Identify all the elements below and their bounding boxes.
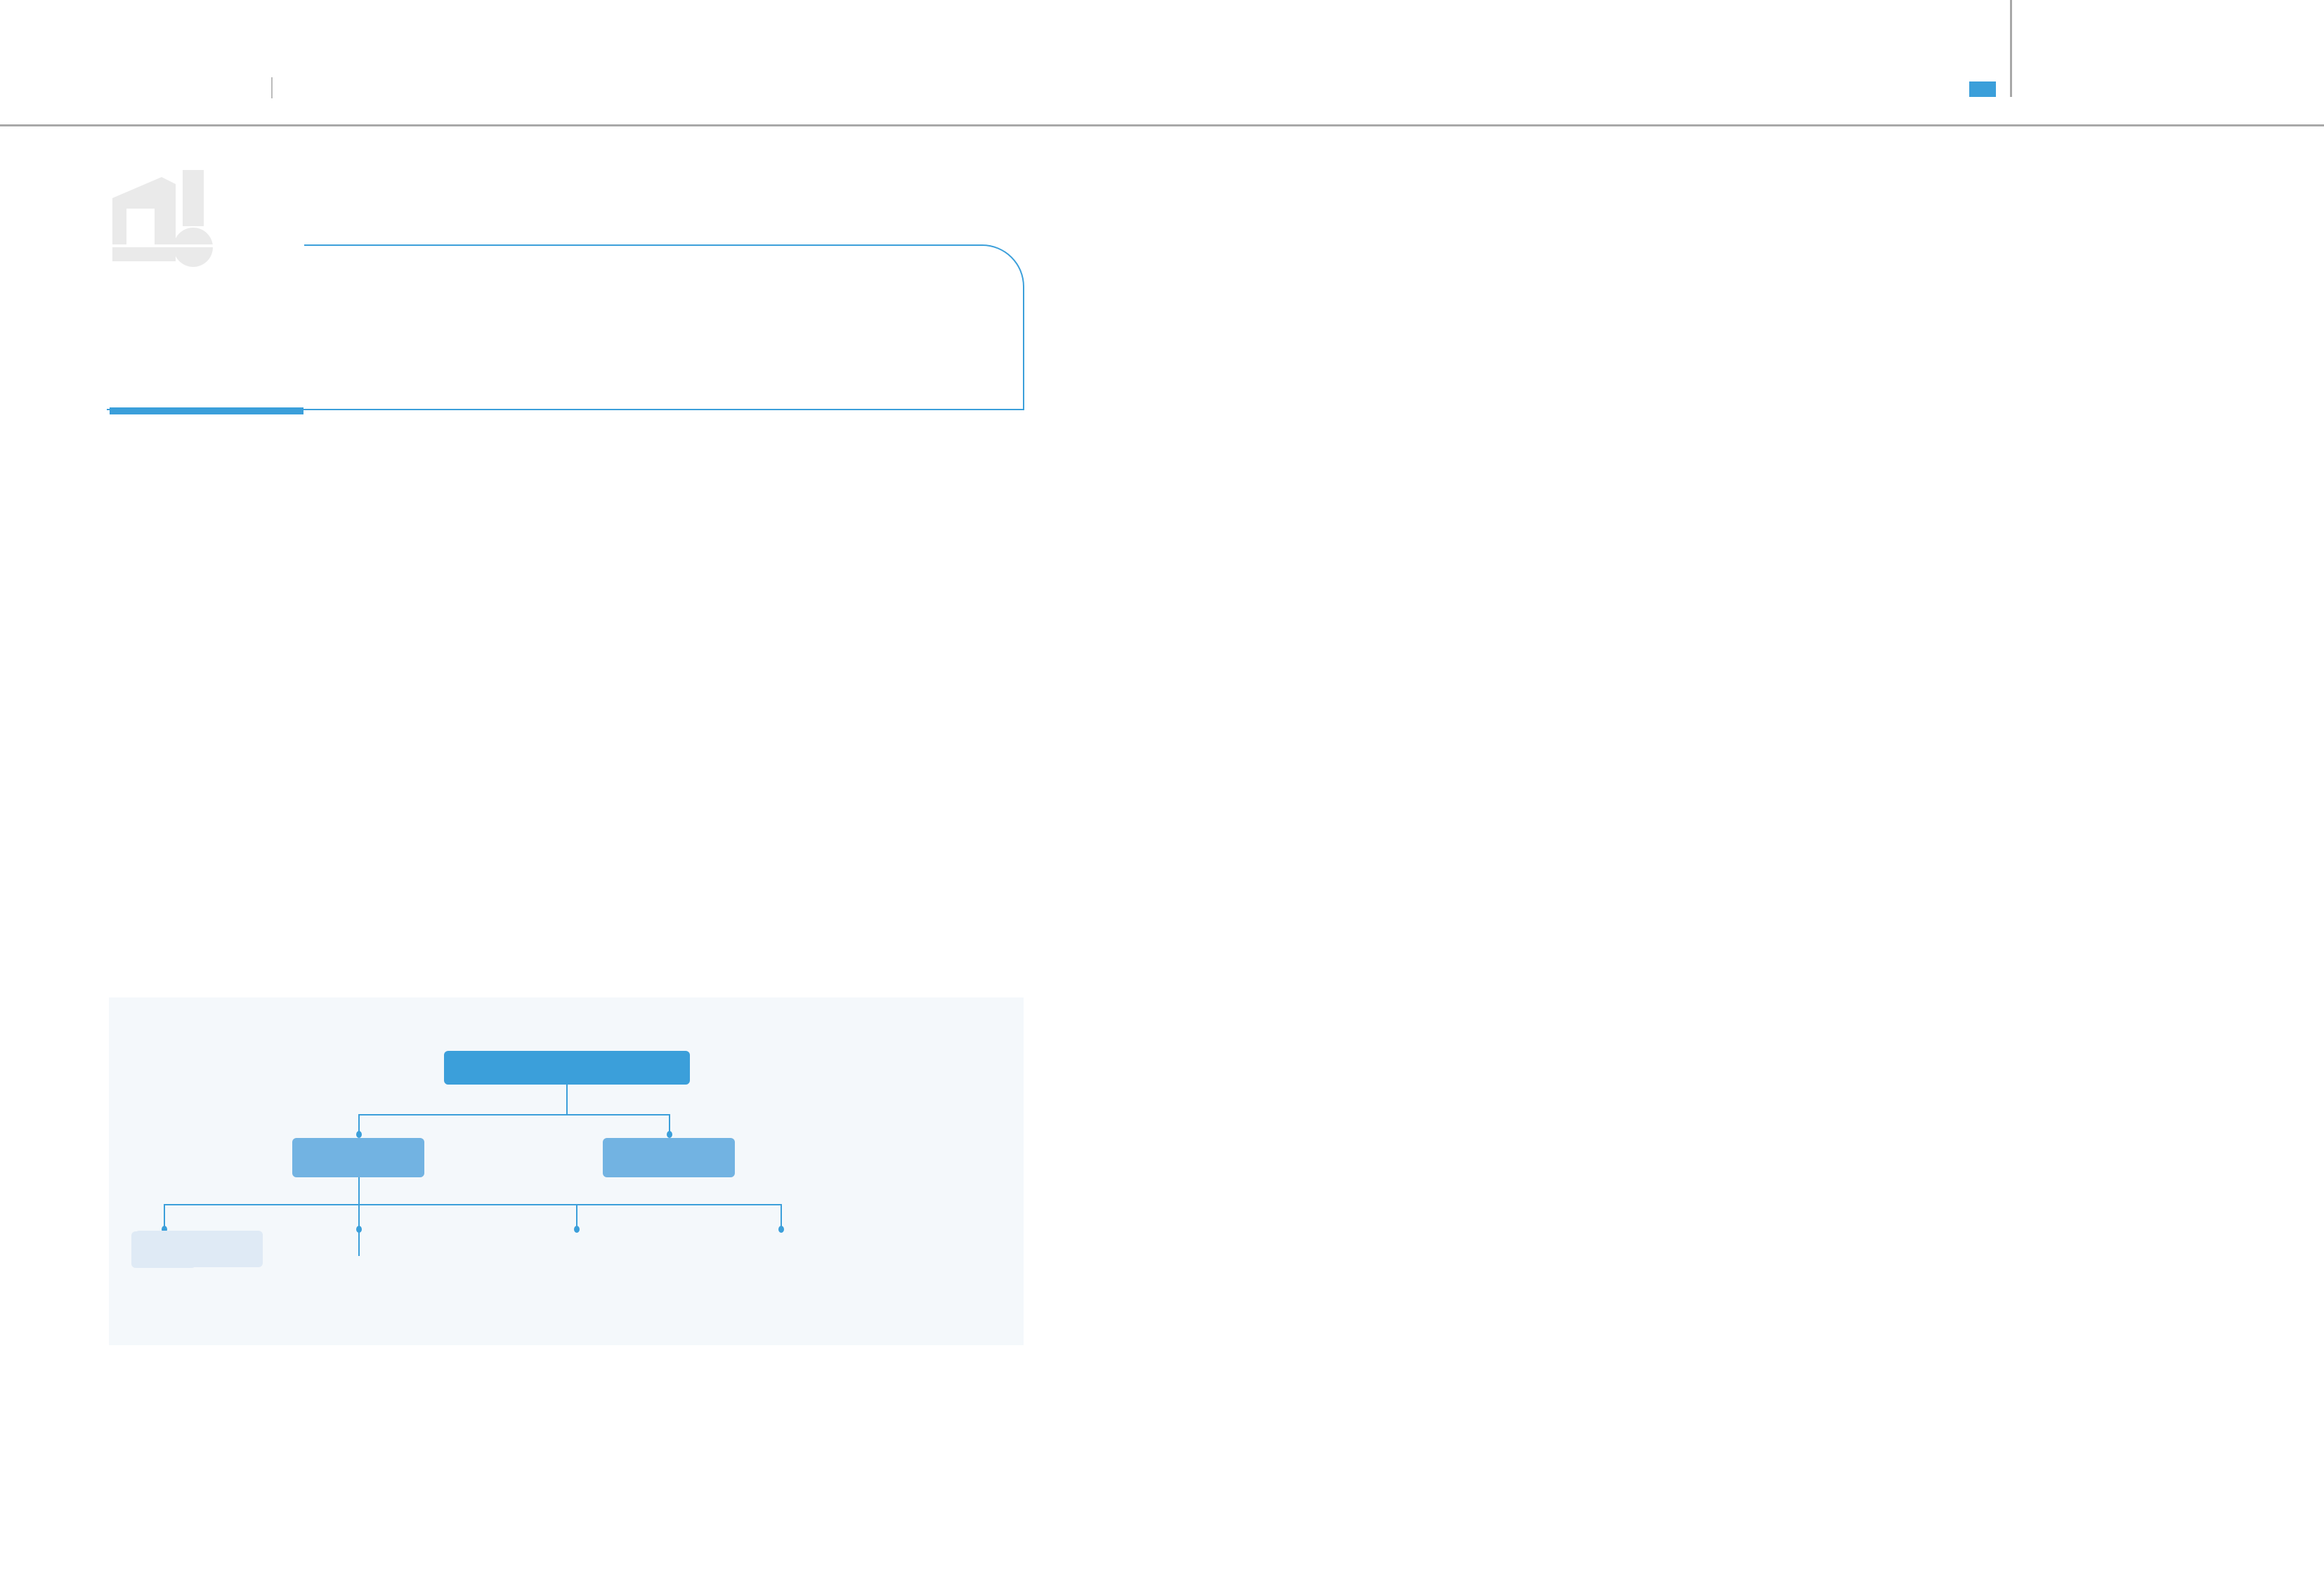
- org-connector-dot: [356, 1226, 362, 1233]
- org-connector: [566, 1114, 670, 1115]
- org-connector: [358, 1114, 568, 1115]
- page-header: [0, 0, 2324, 126]
- intro-accent-bar: [110, 407, 303, 414]
- header-vertical-divider: [2010, 0, 2012, 97]
- org-connector-dot: [667, 1131, 672, 1138]
- org-connector: [164, 1204, 782, 1205]
- org-connector: [358, 1177, 360, 1256]
- org-node-audit-committee: [135, 1231, 263, 1267]
- governance-body: [110, 514, 1024, 528]
- org-connector-dot: [574, 1226, 580, 1233]
- intro-frame: [107, 244, 1024, 410]
- org-connector-dot: [778, 1226, 784, 1233]
- org-node-shareholders: [444, 1051, 690, 1085]
- org-node-supervisory: [603, 1138, 735, 1177]
- header-divider: [271, 77, 273, 98]
- org-chart: [109, 997, 1024, 1345]
- org-connector-dot: [356, 1131, 362, 1138]
- org-node-board: [292, 1138, 424, 1177]
- org-connector: [566, 1085, 568, 1115]
- chapter-number-badge: [1969, 81, 1996, 97]
